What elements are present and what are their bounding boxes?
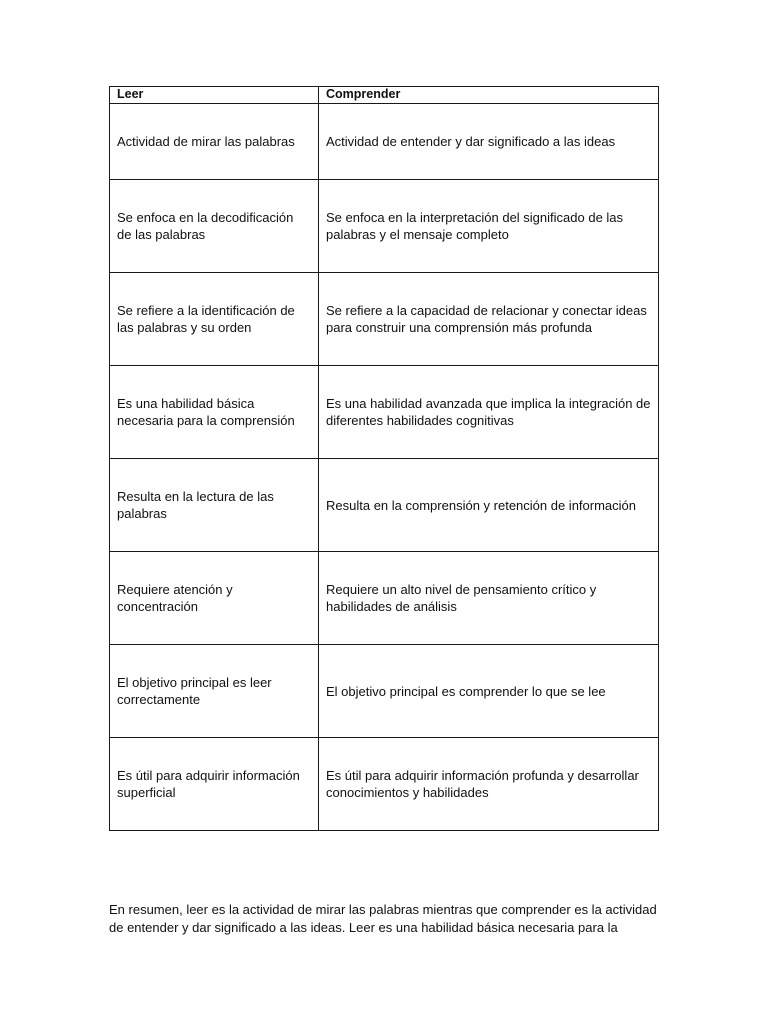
table-cell-comprender: Se refiere a la capacidad de relacionar y conectar ideas para construir una comprensión más profunda [319,273,659,366]
table-cell-leer: Requiere atención y concentración [110,552,319,645]
table-cell-comprender: Es una habilidad avanzada que implica la integración de diferentes habilidades cognitivas [319,366,659,459]
table-cell-leer: Es una habilidad básica necesaria para la comprensión [110,366,319,459]
table-row [110,180,659,273]
table-cell-leer: Es útil para adquirir información superficial [110,738,319,831]
table-row [110,645,659,738]
table-cell-leer: Se refiere a la identificación de las palabras y su orden [110,273,319,366]
table-cell-leer: Resulta en la lectura de las palabras [110,459,319,552]
table-row [110,366,659,459]
table-cell-comprender: Requiere un alto nivel de pensamiento crítico y habilidades de análisis [319,552,659,645]
table-cell-comprender: Se enfoca en la interpretación del significado de las palabras y el mensaje completo [319,180,659,273]
table-cell-leer: Actividad de mirar las palabras [110,104,319,180]
table-row [110,459,659,552]
table-row [110,104,659,180]
header-comprender: Comprender [319,87,659,104]
table-header-row [110,87,659,104]
table-row [110,273,659,366]
header-leer: Leer [110,87,319,104]
table-cell-leer: Se enfoca en la decodificación de las palabras [110,180,319,273]
table-row [110,552,659,645]
table-cell-comprender: El objetivo principal es comprender lo que se lee [319,645,659,738]
summary-paragraph: En resumen, leer es la actividad de mirar las palabras mientras que comprender es la actividad de entender y dar significado a las ideas. Leer es una habilidad básica necesaria para la [109,902,657,935]
comparison-table [109,86,659,831]
table-cell-comprender: Es útil para adquirir información profunda y desarrollar conocimientos y habilidades [319,738,659,831]
table-row [110,738,659,831]
table-cell-leer: El objetivo principal es leer correctamente [110,645,319,738]
table-cell-comprender: Actividad de entender y dar significado a las ideas [319,104,659,180]
table-cell-comprender: Resulta en la comprensión y retención de información [319,459,659,552]
